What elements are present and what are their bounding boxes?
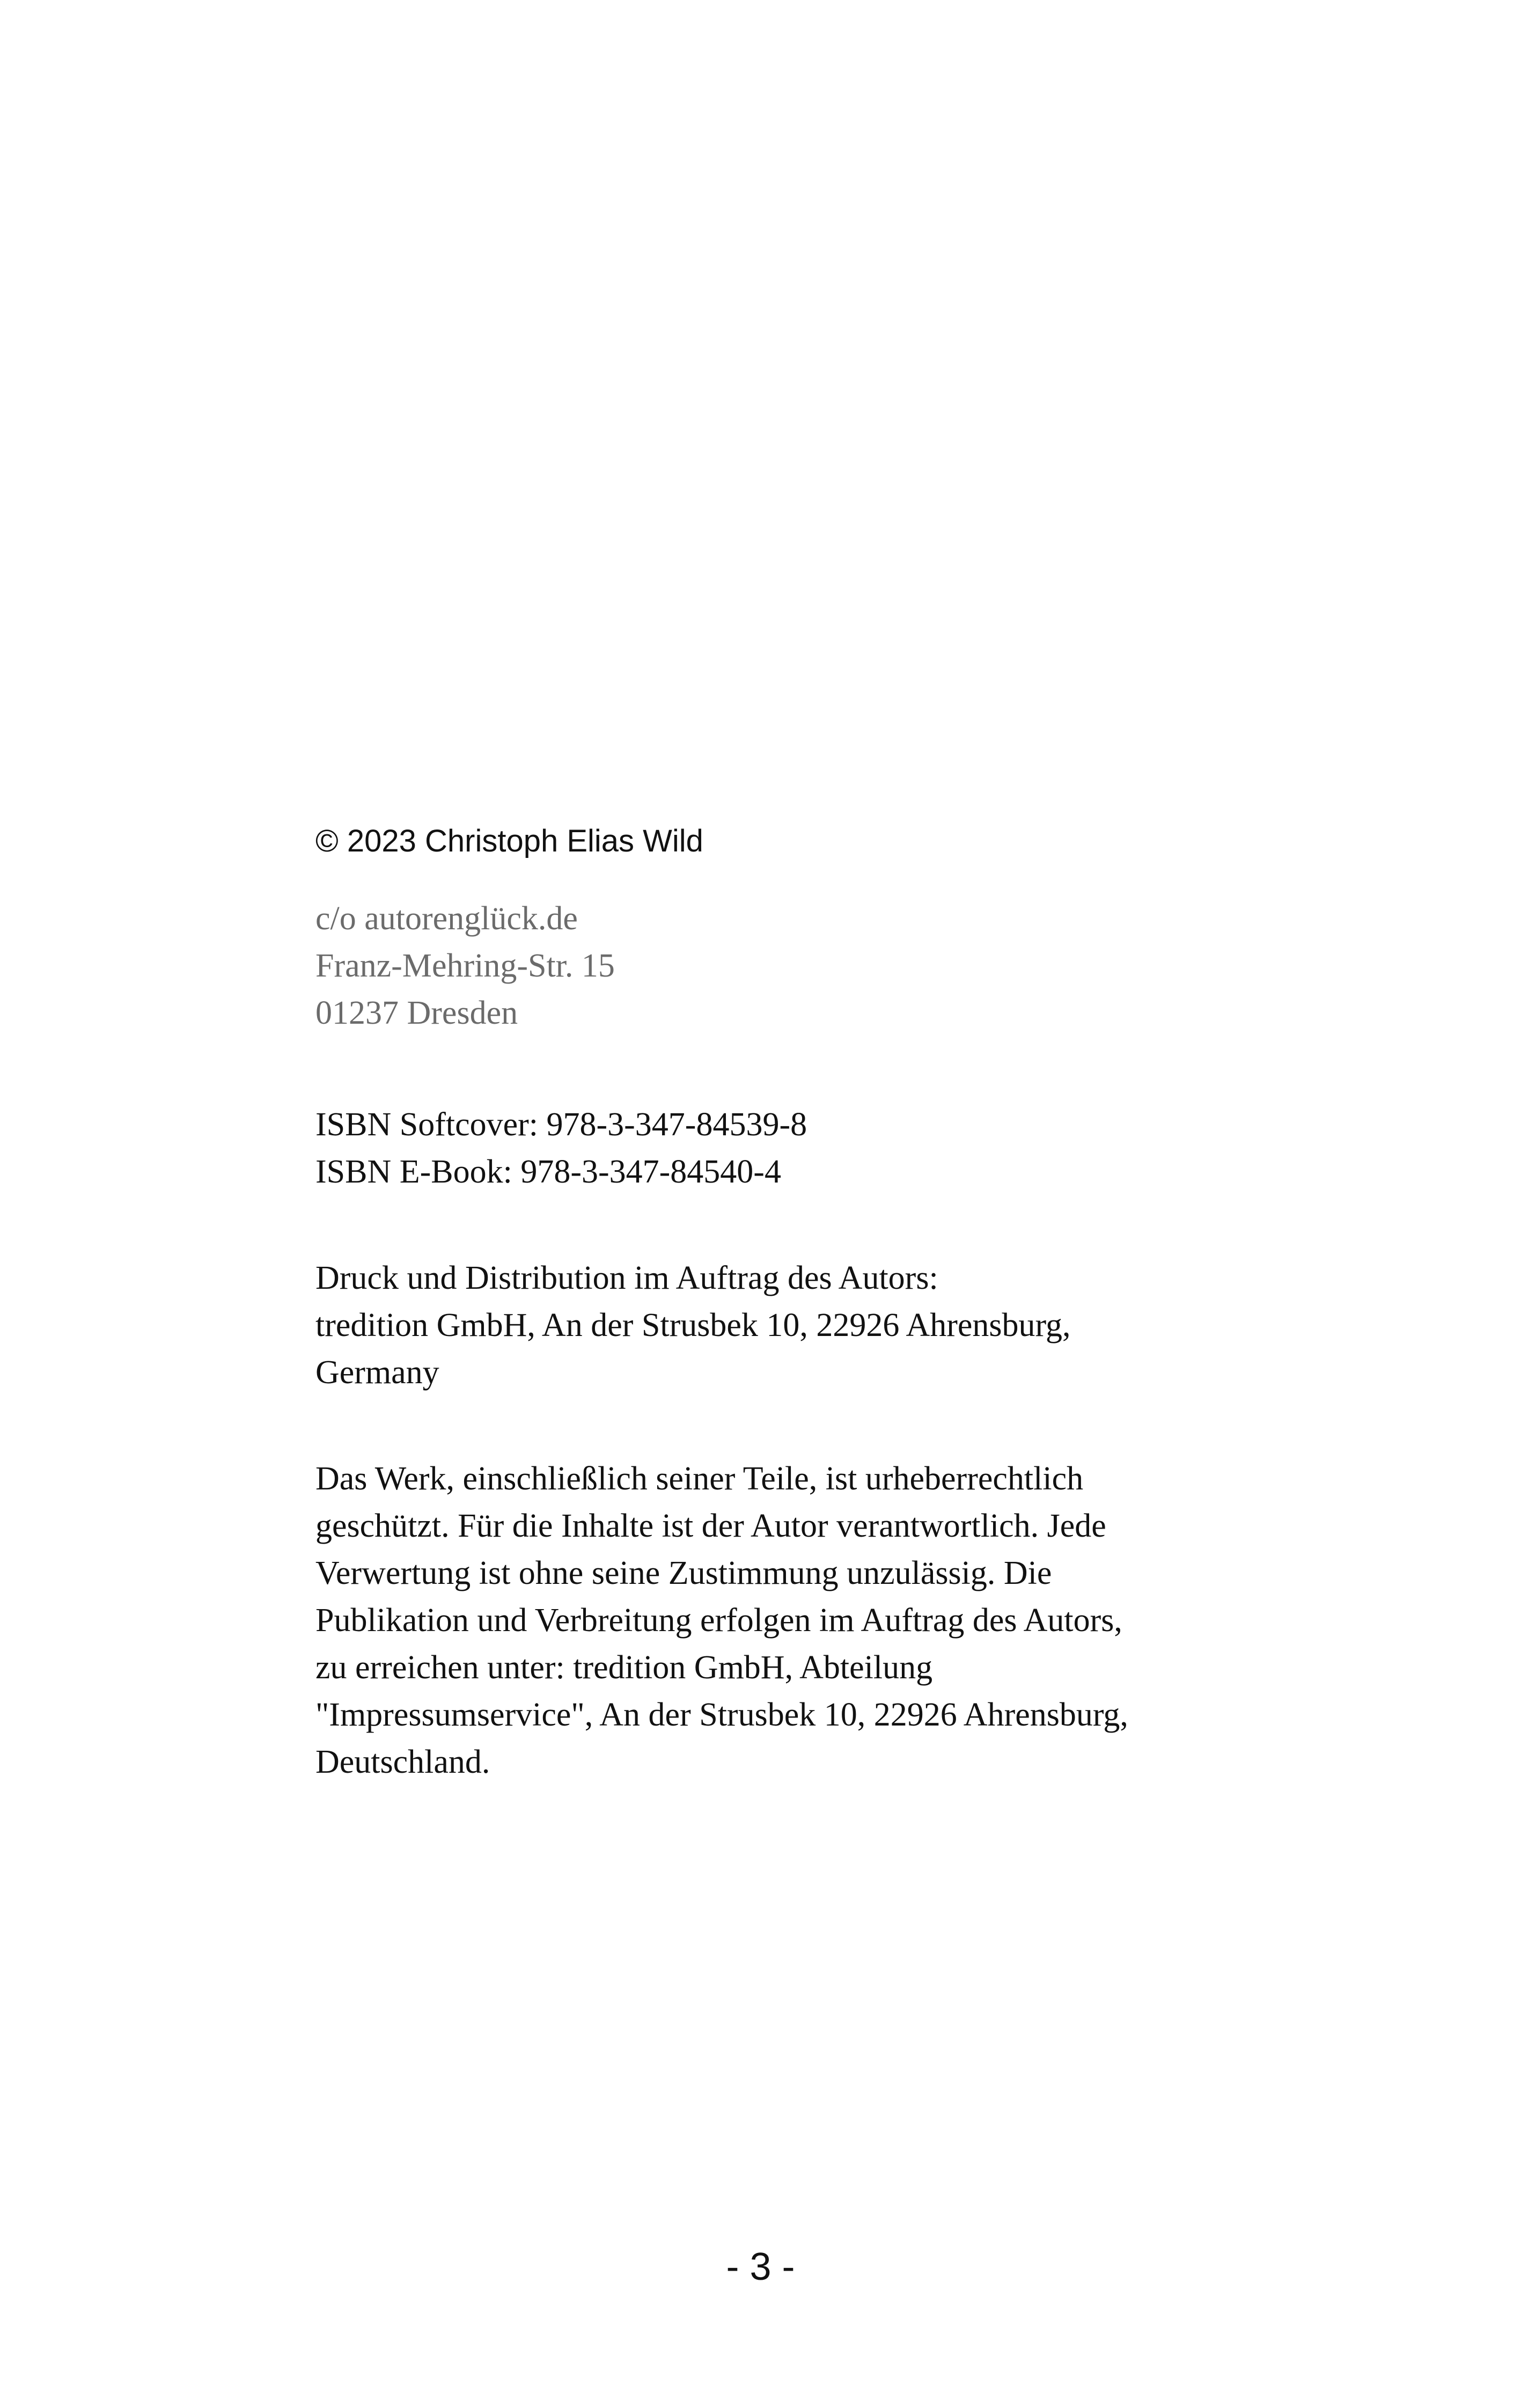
address-line: c/o autorenglück.de: [315, 900, 578, 937]
isbn-softcover: ISBN Softcover: 978-3-347-84539-8: [315, 1106, 807, 1143]
isbn-info: [315, 1101, 1388, 1195]
rights-notice: [315, 1455, 1388, 1786]
print-line: tredition GmbH, An der Strusbek 10, 22926 Ahrensburg,: [315, 1307, 1071, 1344]
rights-line: Deutschland.: [315, 1744, 490, 1780]
rights-line: geschützt. Für die Inhalte ist der Autor verantwortlich. Jede: [315, 1508, 1106, 1544]
rights-line: "Impressumservice", An der Strusbek 10, 22926 Ahrensburg,: [315, 1697, 1128, 1733]
copyright-notice: [315, 820, 1388, 863]
rights-line: zu erreichen unter: tredition GmbH, Abteilung: [315, 1649, 933, 1686]
page-number: - 3 -: [726, 2245, 795, 2288]
address-line: 01237 Dresden: [315, 995, 518, 1031]
print-distribution: [315, 1254, 1388, 1396]
copyright-line: © 2023 Christoph Elias Wild: [315, 824, 703, 858]
rights-line: Das Werk, einschließlich seiner Teile, ist urheberrechtlich: [315, 1460, 1084, 1497]
rights-line: Publikation und Verbreitung erfolgen im Auftrag des Autors,: [315, 1602, 1122, 1639]
address-line: Franz-Mehring-Str. 15: [315, 948, 615, 984]
rights-line: Verwertung ist ohne seine Zustimmung unzulässig. Die: [315, 1555, 1052, 1591]
author-address: [315, 895, 1388, 1037]
print-line: Druck und Distribution im Auftrag des Autors:: [315, 1260, 938, 1296]
print-line: Germany: [315, 1354, 439, 1391]
isbn-ebook: ISBN E-Book: 978-3-347-84540-4: [315, 1154, 781, 1190]
